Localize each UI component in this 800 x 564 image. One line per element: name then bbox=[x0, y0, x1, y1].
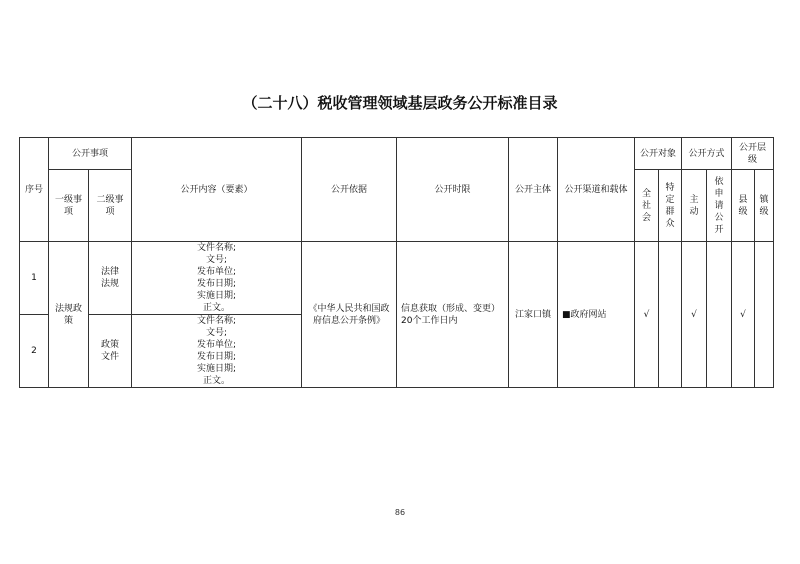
content-line: 文号; bbox=[205, 255, 228, 265]
header-level1: 一级事项 bbox=[49, 170, 89, 242]
level2-item: 政策文件 bbox=[89, 315, 132, 388]
content-elements bbox=[132, 315, 302, 388]
header-target: 公开对象 bbox=[635, 138, 682, 170]
content-line: 发布单位; bbox=[196, 340, 237, 350]
header-target-specific: 特定群众 bbox=[659, 170, 682, 242]
content-line: 实施日期; bbox=[196, 364, 237, 374]
header-level-town: 镇级 bbox=[755, 170, 774, 242]
header-level-county: 县级 bbox=[732, 170, 755, 242]
content-line: 文件名称; bbox=[196, 243, 237, 253]
header-mode-request: 依申请公开 bbox=[707, 170, 732, 242]
channel-cell: ■政府网站 bbox=[558, 242, 635, 388]
content-line: 文号; bbox=[205, 328, 228, 338]
content-line: 发布单位; bbox=[196, 267, 237, 277]
level1-item: 法规政策 bbox=[49, 242, 89, 388]
header-level2: 二级事项 bbox=[89, 170, 132, 242]
level-town-check bbox=[755, 242, 774, 388]
level2-item: 法律法规 bbox=[89, 242, 132, 315]
content-line: 实施日期; bbox=[196, 291, 237, 301]
content-line: 发布日期; bbox=[196, 352, 237, 362]
header-content: 公开内容（要素） bbox=[132, 138, 302, 242]
content-line: 发布日期; bbox=[196, 279, 237, 289]
header-target-all: 全社会 bbox=[635, 170, 659, 242]
content-line: 文件名称; bbox=[196, 316, 237, 326]
subject-cell: 江家口镇 bbox=[509, 242, 558, 388]
target-specific-check bbox=[659, 242, 682, 388]
catalog-table bbox=[19, 137, 774, 388]
header-level: 公开层级 bbox=[732, 138, 774, 170]
header-mode-active: 主动 bbox=[682, 170, 707, 242]
target-all-check: √ bbox=[635, 242, 659, 388]
level-county-check: √ bbox=[732, 242, 755, 388]
basis-cell: 《中华人民共和国政府信息公开条例》 bbox=[302, 242, 397, 388]
header-time-limit: 公开时限 bbox=[397, 138, 509, 242]
header-seq: 序号 bbox=[20, 138, 49, 242]
mode-active-check: √ bbox=[682, 242, 707, 388]
content-elements bbox=[132, 242, 302, 315]
row-seq: 1 bbox=[20, 242, 49, 315]
header-items: 公开事项 bbox=[49, 138, 132, 170]
header-channel: 公开渠道和载体 bbox=[558, 138, 635, 242]
header-mode: 公开方式 bbox=[682, 138, 732, 170]
content-line: 正文。 bbox=[203, 303, 231, 313]
header-subject: 公开主体 bbox=[509, 138, 558, 242]
row-seq: 2 bbox=[20, 315, 49, 388]
table-row bbox=[20, 242, 774, 315]
page-number: 86 bbox=[394, 508, 406, 517]
page-title: （二十八）税收管理领域基层政务公开标准目录 bbox=[242, 94, 558, 112]
header-basis: 公开依据 bbox=[302, 138, 397, 242]
time-limit-cell: 信息获取（形成、变更）20个工作日内 bbox=[397, 242, 509, 388]
content-line: 正文。 bbox=[203, 376, 231, 386]
mode-request-check bbox=[707, 242, 732, 388]
